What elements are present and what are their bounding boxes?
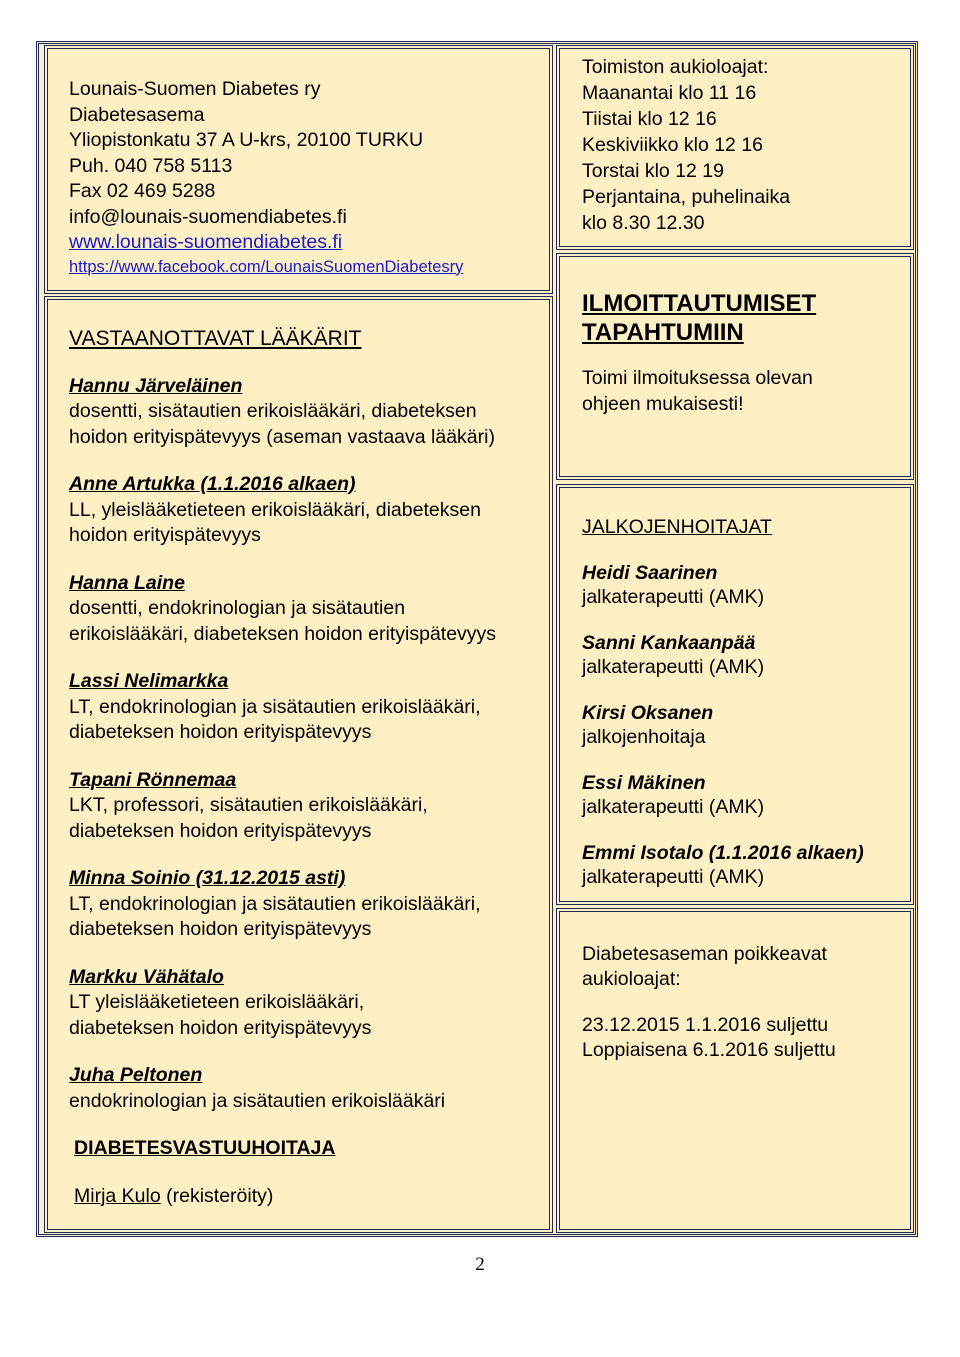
fax: Fax 02 469 5288 (69, 180, 216, 202)
doctor-name: Tapani Rönnemaa (69, 768, 237, 791)
exceptions-box (556, 908, 914, 1233)
doctor-title: LT, endokrinologian ja sisätautien erikoislääkäri, (69, 892, 481, 915)
doctor-title: hoidon erityispätevyys (69, 524, 261, 546)
doctor-name: Anne Artukka (1.1.2016 alkaen) (69, 473, 356, 495)
org-name: Lounais-Suomen Diabetes ry (69, 78, 321, 100)
registration-heading: TAPAHTUMIIN (582, 319, 744, 346)
office-hours-line: Keskiviikko klo 12 16 (582, 134, 764, 156)
exceptions-title: Diabetesaseman poikkeavat (582, 943, 827, 965)
registration-text: ohjeen mukaisesti! (582, 392, 744, 415)
doctor-name: Lassi Nelimarkka (69, 670, 229, 692)
doctor-name: Juha Peltonen (69, 1064, 203, 1086)
office-hours-box (556, 45, 914, 250)
doctor-title: diabeteksen hoidon erityispätevyys (69, 918, 372, 940)
facebook-link[interactable]: https://www.facebook.com/LounaisSuomenDiabetesry (69, 257, 464, 276)
foot-care-name: Sanni Kankaanpää (582, 631, 756, 654)
page-number: 2 (475, 1254, 485, 1275)
foot-care-role: jalkaterapeutti (AMK) (582, 796, 765, 818)
doctors-box (44, 296, 553, 1233)
doctor-name: Markku Vähätalo (69, 965, 224, 988)
doctor-title: LT yleislääketieteen erikoislääkäri, (69, 991, 365, 1013)
nurse-line (74, 1184, 549, 1210)
office-hours-line: Perjantaina, puhelinaika (582, 186, 791, 208)
foot-care-role: jalkaterapeutti (AMK) (582, 656, 765, 678)
website-link[interactable]: www.lounais-suomendiabetes.fi (69, 231, 343, 253)
doctor-title: endokrinologian ja sisätautien erikoislääkäri (69, 1089, 446, 1112)
foot-care-heading: JALKOJENHOITAJAT (582, 516, 772, 538)
doctor-title: diabeteksen hoidon erityispätevyys (69, 819, 372, 842)
nurse-heading: DIABETESVASTUUHOITAJA (74, 1137, 336, 1159)
registration-heading: ILMOITTAUTUMISET (582, 290, 817, 317)
phone: Puh. 040 758 5113 (69, 154, 233, 177)
contact-box (44, 45, 553, 294)
doctor-name: Hannu Järveläinen (69, 374, 243, 397)
doctor-title: dosentti, sisätautien erikoislääkäri, diabeteksen (69, 400, 477, 422)
foot-care-role: jalkojenhoitaja (582, 726, 706, 748)
foot-care-name: Heidi Saarinen (582, 561, 718, 584)
nurse-name: Mirja Kulo (74, 1184, 161, 1207)
office-hours-title: Toimiston aukioloajat: (582, 56, 769, 78)
doctor-title: erikoislääkäri, diabeteksen hoidon erityispätevyys (69, 622, 497, 645)
exceptions-line: Loppiaisena 6.1.2016 suljettu (582, 1038, 836, 1061)
nurse-suffix: (rekisteröity) (160, 1184, 274, 1207)
doctor-name: Hanna Laine (69, 571, 185, 594)
foot-care-name: Kirsi Oksanen (582, 701, 714, 724)
office-hours-line: Torstai klo 12 19 (582, 160, 724, 182)
doctor-title: LL, yleislääketieteen erikoislääkäri, diabeteksen (69, 498, 481, 521)
office-hours-line: klo 8.30 12.30 (582, 212, 705, 234)
doctor-title: LT, endokrinologian ja sisätautien erikoislääkäri, (69, 695, 481, 718)
office-hours-line: Tiistai klo 12 16 (582, 108, 717, 130)
doctor-title: hoidon erityispätevyys (aseman vastaava lääkäri) (69, 425, 495, 448)
foot-care-name: Essi Mäkinen (582, 771, 706, 794)
doctor-name: Minna Soinio (31.12.2015 asti) (69, 867, 346, 889)
foot-care-name: Emmi Isotalo (1.1.2016 alkaen) (582, 841, 864, 864)
foot-care-box (556, 484, 914, 905)
foot-care-role: jalkaterapeutti (AMK) (582, 866, 765, 888)
exceptions-title: aukioloajat: (582, 967, 681, 990)
doctor-title: diabeteksen hoidon erityispätevyys (69, 1016, 372, 1039)
exceptions-line: 23.12.2015 1.1.2016 suljettu (582, 1014, 829, 1036)
email: info@lounais-suomendiabetes.fi (69, 205, 347, 228)
unit-name: Diabetesasema (69, 103, 205, 126)
doctor-title: diabeteksen hoidon erityispätevyys (69, 721, 372, 743)
doctor-title: dosentti, endokrinologian ja sisätautien (69, 597, 406, 619)
registration-box (556, 253, 914, 480)
registration-text: Toimi ilmoituksessa olevan (582, 367, 813, 389)
foot-care-role: jalkaterapeutti (AMK) (582, 586, 765, 608)
doctor-title: LKT, professori, sisätautien erikoislääkäri, (69, 794, 428, 816)
address: Yliopistonkatu 37 A U-krs, 20100 TURKU (69, 129, 424, 151)
doctors-heading: VASTAANOTTAVAT LÄÄKÄRIT (69, 327, 362, 350)
office-hours-line: Maanantai klo 11 16 (582, 82, 757, 104)
